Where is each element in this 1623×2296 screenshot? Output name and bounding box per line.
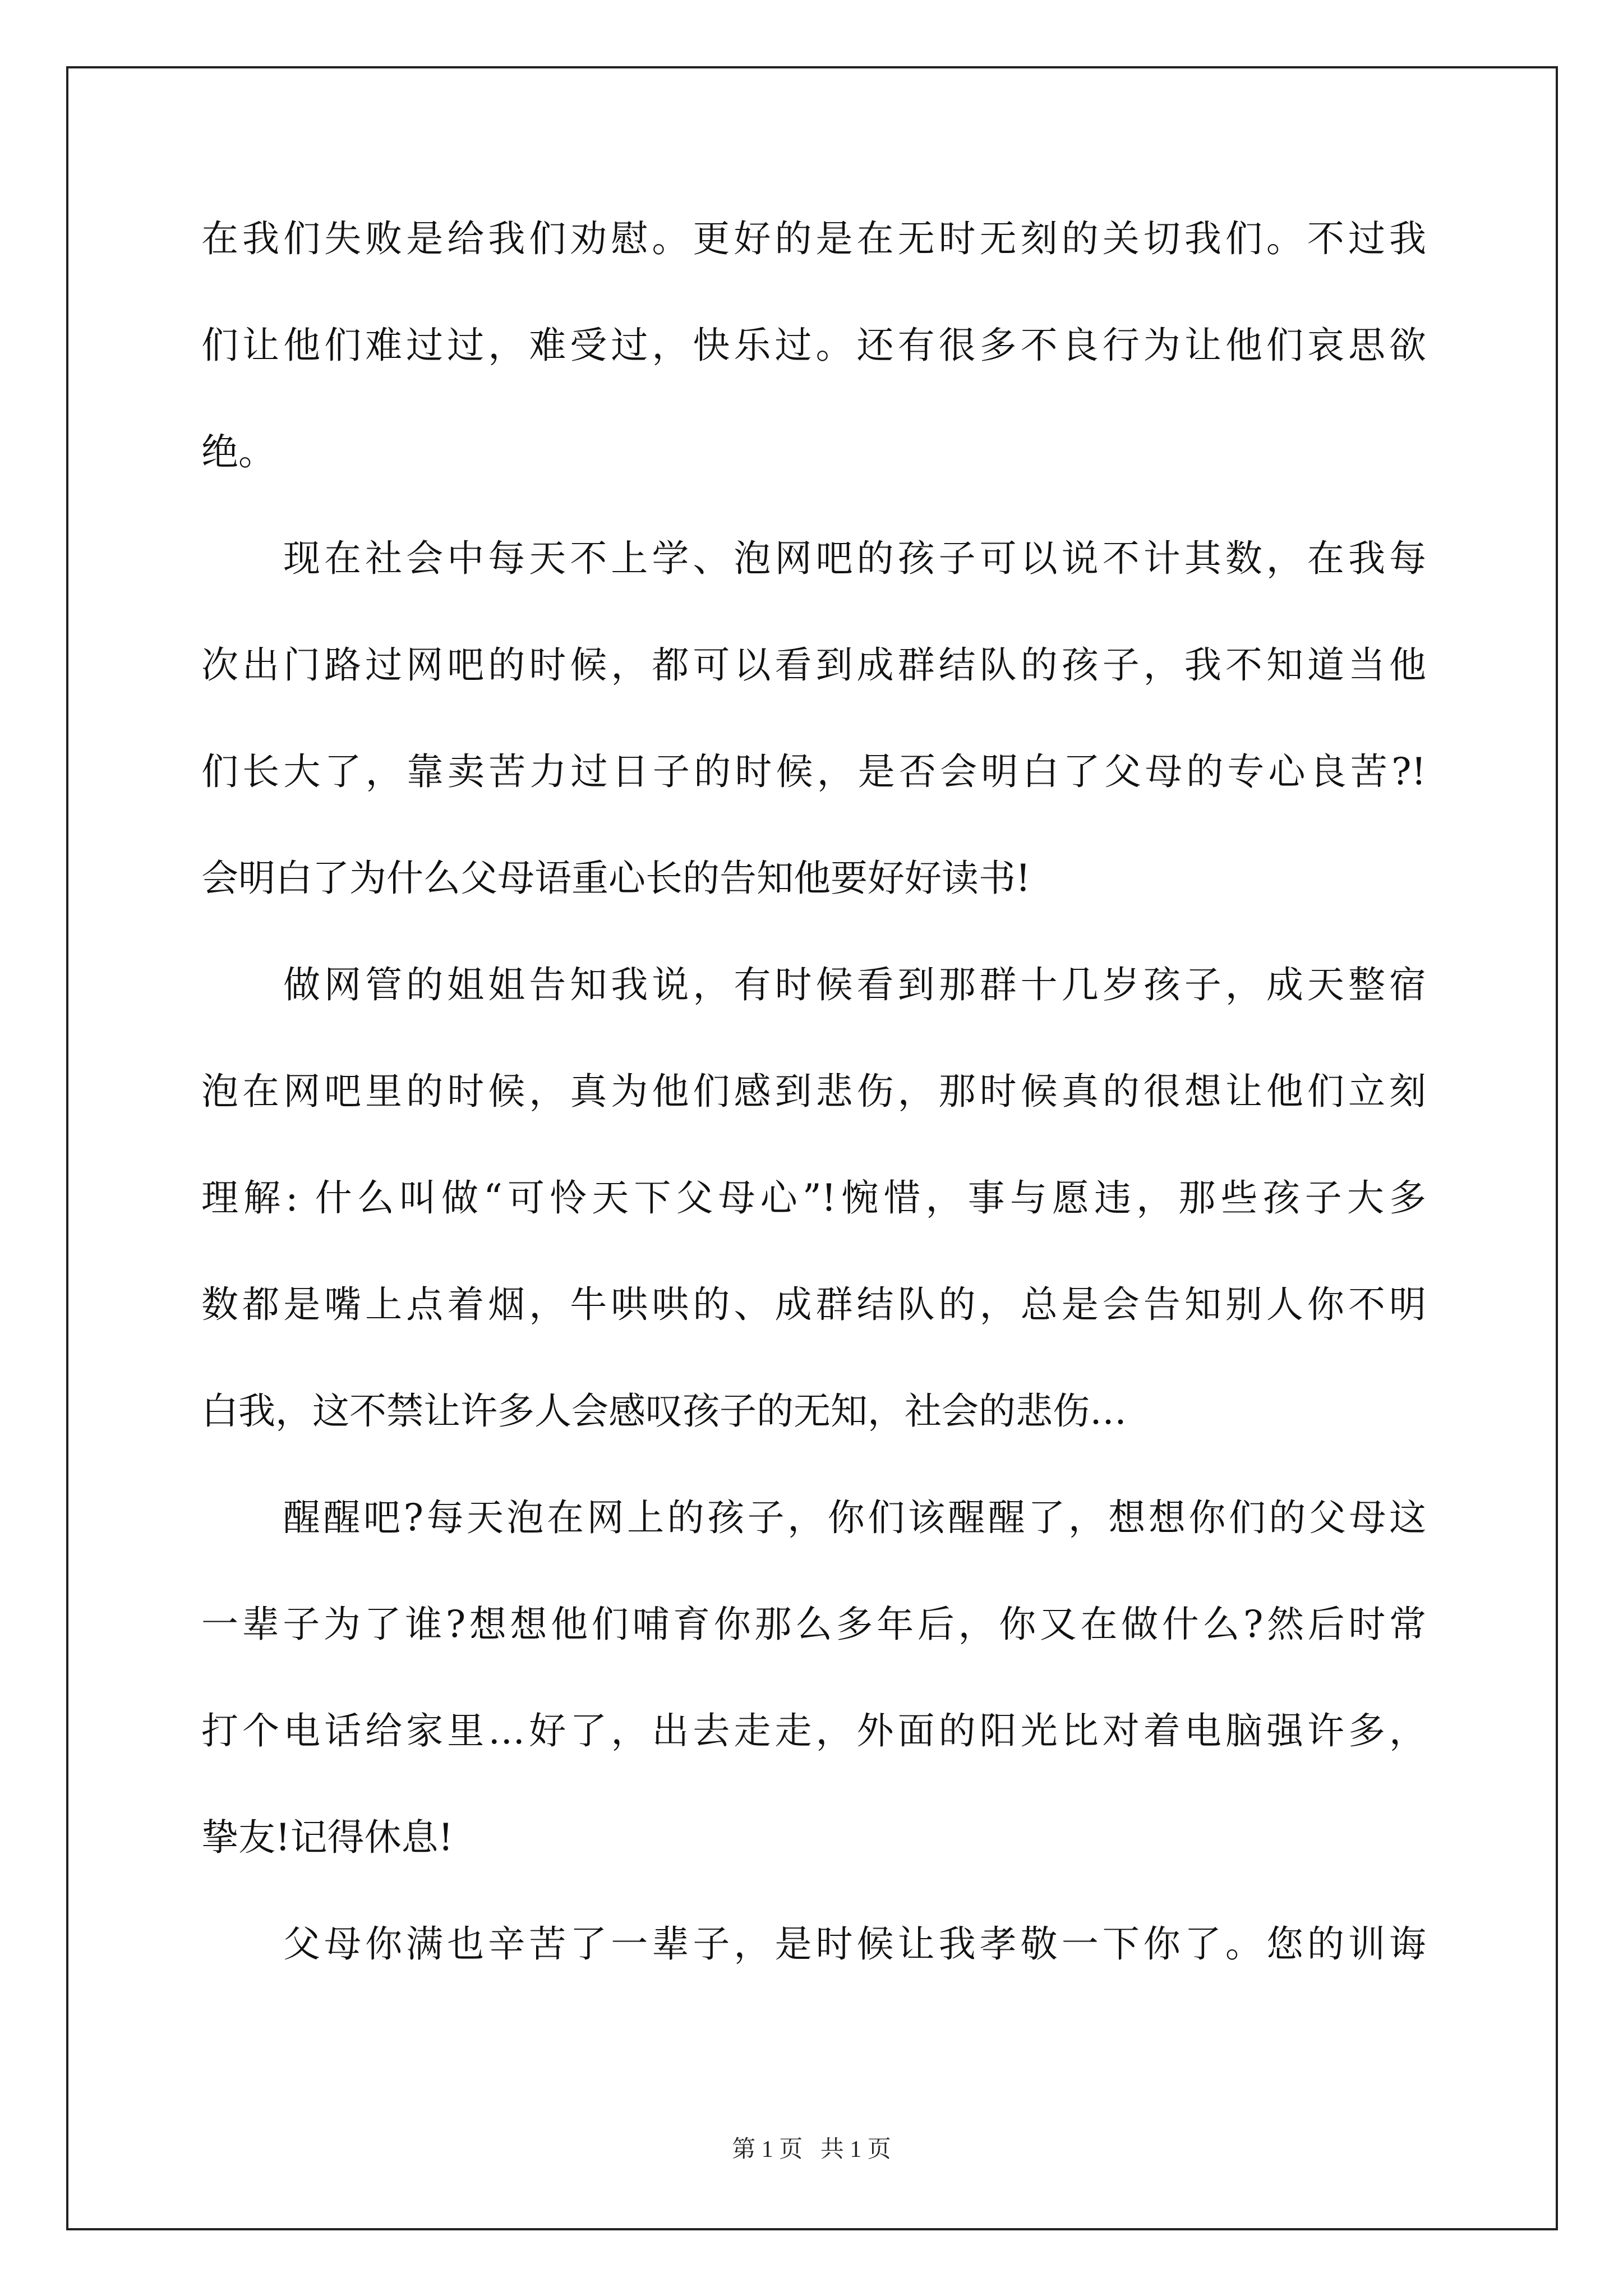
text-line-4: 现在社会中每天不上学、泡网吧的孩子可以说不计其数，在我每 [283, 537, 1426, 580]
text-line-7: 会明白了为什么父母语重心长的告知他要好好读书! [201, 857, 1031, 900]
text-line-15: 打个电话给家里…好了，出去走走，外面的阳光比对着电脑强许多， [201, 1709, 1426, 1752]
text-line-17: 父母你满也辛苦了一辈子，是时候让我孝敬一下你了。您的训诲 [283, 1922, 1426, 1966]
document-body [201, 213, 1426, 2025]
text-line-12: 白我，这不禁让许多人会感叹孩子的无知，社会的悲伤… [201, 1389, 1127, 1433]
text-line-14: 一辈子为了谁?想想他们哺育你那么多年后，你又在做什么?然后时常 [201, 1603, 1426, 1646]
text-line-11: 数都是嘴上点着烟，牛哄哄的、成群结队的，总是会告知别人你不明 [201, 1283, 1426, 1326]
text-line-5: 次出门路过网吧的时候，都可以看到成群结队的孩子，我不知道当他 [201, 643, 1426, 687]
text-line-16: 挚友!记得休息! [201, 1816, 454, 1859]
text-line-2: 们让他们难过过，难受过，快乐过。还有很多不良行为让他们哀思欲 [201, 324, 1426, 367]
text-line-1: 在我们失败是给我们劝慰。更好的是在无时无刻的关切我们。不过我 [201, 217, 1426, 260]
text-line-8: 做网管的姐姐告知我说，有时候看到那群十几岁孩子，成天整宿 [283, 963, 1426, 1006]
page-number: 第 1 页 共 1 页 [732, 2137, 891, 2162]
text-line-3: 绝。 [201, 430, 275, 473]
text-line-6: 们长大了，靠卖苦力过日子的时候，是否会明白了父母的专心良苦?! [201, 750, 1426, 793]
text-line-13: 醒醒吧?每天泡在网上的孩子，你们该醒醒了，想想你们的父母这 [283, 1496, 1426, 1539]
text-line-10: 理解: 什么叫做“可怜天下父母心”!惋惜，事与愿违，那些孩子大多 [201, 1176, 1426, 1220]
text-line-9: 泡在网吧里的时候，真为他们感到悲伤，那时候真的很想让他们立刻 [201, 1070, 1426, 1113]
